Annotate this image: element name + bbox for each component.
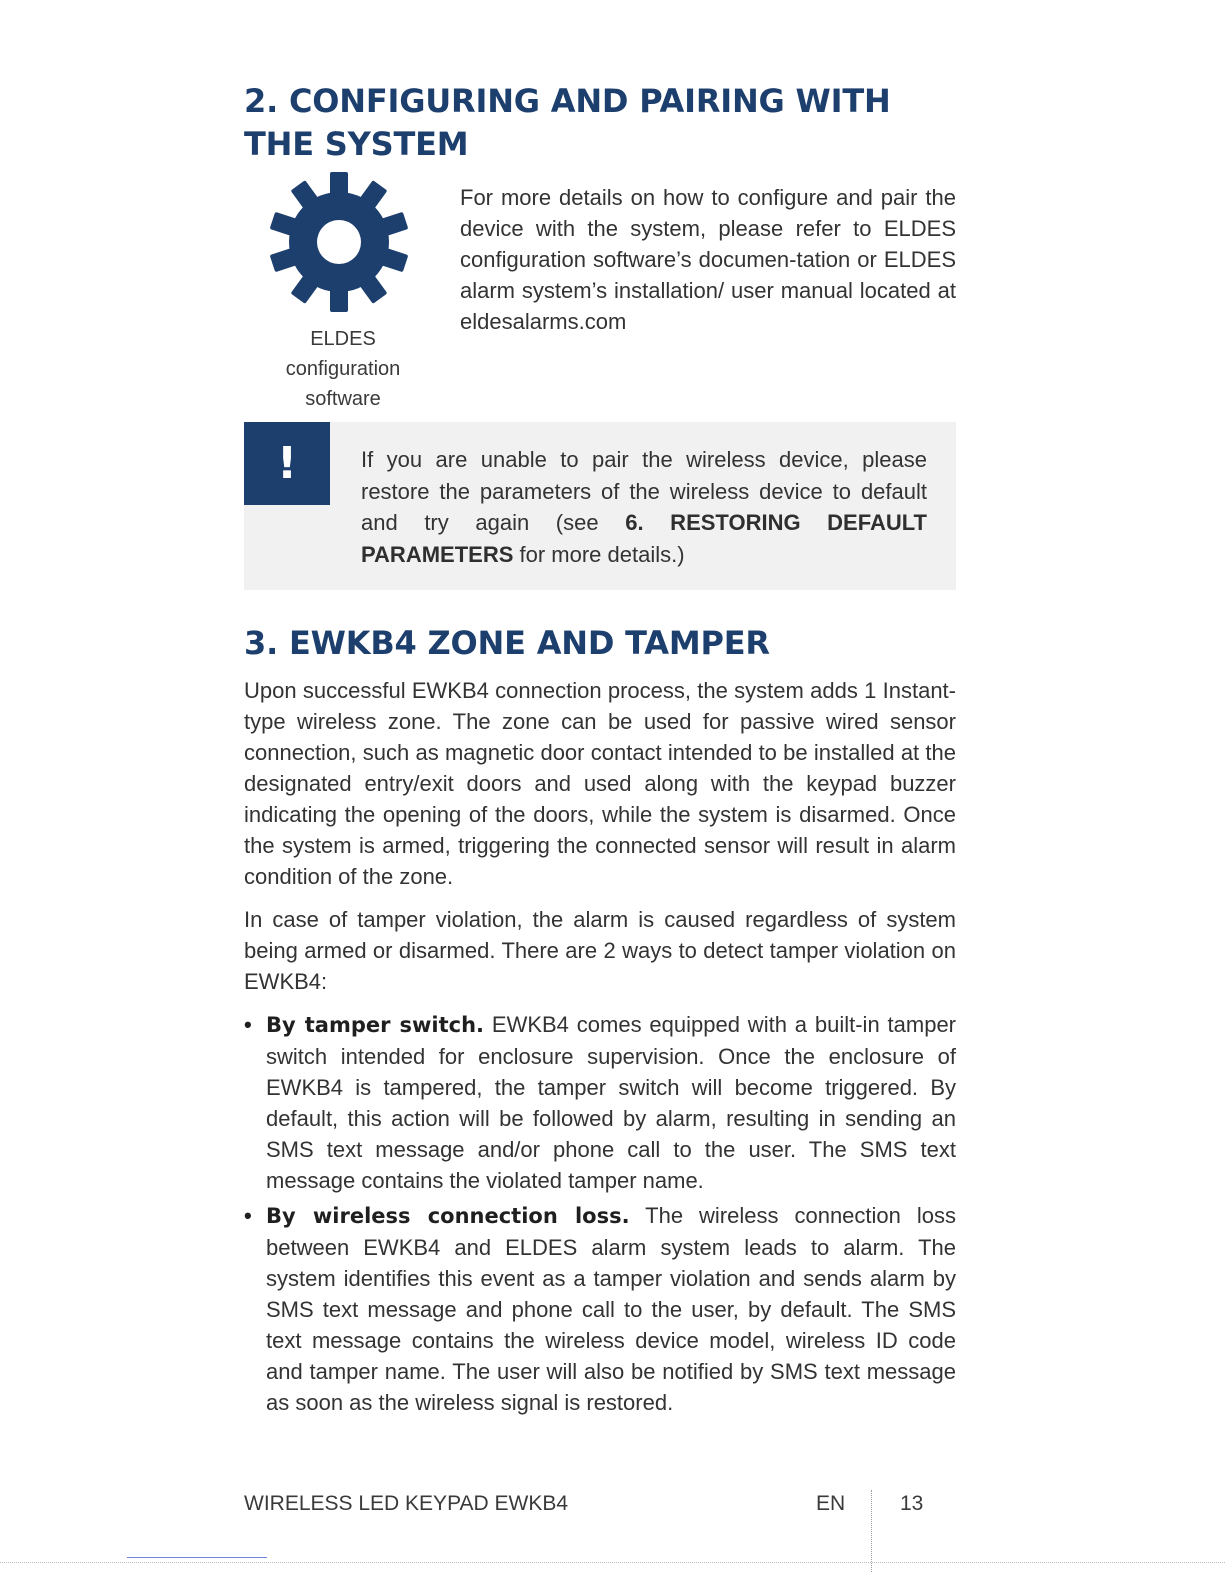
note-reference-link: 6. RESTORING DEFAULT PARAMETERS	[361, 510, 927, 567]
note-text-part: If you are unable to pair the wireless device, please restore the parameters of the wireless device to default and try again (see	[361, 447, 927, 535]
page-footer	[244, 1490, 956, 1580]
gear-icon	[269, 172, 409, 312]
list-item-title: By wireless connection loss.	[266, 1204, 630, 1228]
section-3-heading: 3. EWKB4 ZONE AND TAMPER	[244, 624, 770, 662]
configuration-block	[244, 172, 956, 422]
list-item-text: EWKB4 comes equipped with a built-in tamper switch intended for enclosure supervision. Once the enclosure of EWKB4 is tampered, the tamper switch will become triggered. By default, this action will be followed by alarm, resulting in sending an SMS text message and/or phone call to the user. The SMS text message contains the violated tamper name.	[266, 1012, 957, 1193]
page-edge-divider	[0, 1562, 1225, 1563]
warning-note	[244, 422, 956, 590]
footer-language: EN	[816, 1492, 846, 1515]
configuration-info-text: For more details on how to configure and pair the device with the system, please refer to ELDES configuration software’s documen-tation or ELDES alarm system’s installation/ user manual located at eldesalarms.com	[460, 185, 956, 334]
list-item	[244, 1200, 956, 1418]
list-item-title: By tamper switch.	[266, 1013, 485, 1037]
note-text-part: for more details.)	[513, 541, 685, 567]
page-content	[244, 80, 956, 1418]
list-item-text: The wireless connection loss between EWKB4 and ELDES alarm system leads to alarm. The system identifies this event as a tamper violation and sends alarm by SMS text message and phone call to the user, by default. The SMS text message contains the wireless device model, wireless ID code and tamper name. The user will also be notified by SMS text message as soon as the wireless signal is restored.	[266, 1203, 956, 1415]
bullet-icon: •	[244, 1012, 252, 1037]
footer-document-title: WIRELESS LED KEYPAD EWKB4	[244, 1492, 569, 1515]
list-item	[244, 1009, 956, 1196]
bullet-icon: •	[244, 1203, 252, 1228]
section-2-heading: 2. CONFIGURING AND PAIRING WITH THE SYSTEM	[244, 82, 891, 163]
tamper-paragraph: In case of tamper violation, the alarm is caused regardless of system being armed or disarmed. There are 2 ways to detect tamper violation on EWKB4:	[244, 907, 956, 994]
tamper-methods-list	[244, 1009, 956, 1418]
exclamation-icon: !	[244, 422, 330, 505]
footer-divider	[871, 1490, 872, 1572]
warning-note-text	[361, 444, 927, 570]
decorative-underline	[127, 1557, 267, 1558]
gear-icon-caption: ELDES configuration software	[285, 328, 401, 410]
zone-paragraph: Upon successful EWKB4 connection process, the system adds 1 Instant-type wireless zone. The zone can be used for passive wired sensor connection, such as magnetic door contact intended to be installed at the designated entry/exit doors and used along with the keypad buzzer indicating the opening of the doors, while the system is disarmed. Once the system is armed, triggering the connected sensor will result in alarm condition of the zone.	[244, 678, 956, 889]
page-number: 13	[900, 1492, 924, 1515]
